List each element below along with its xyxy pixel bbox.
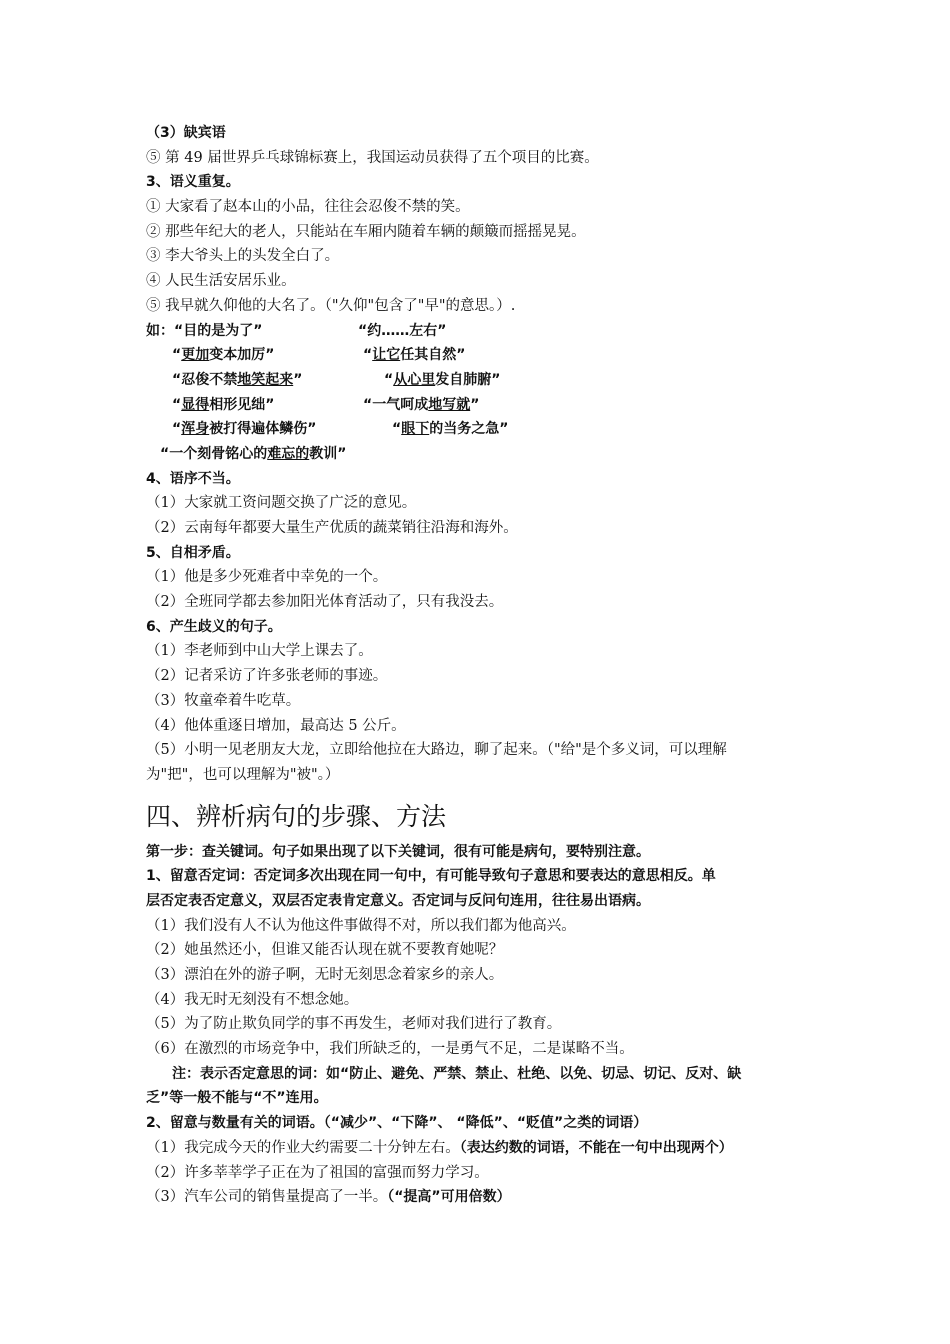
example-phrase: “让它任其自然” <box>363 347 466 364</box>
list-item: （2）许多莘莘学子正在为了祖国的富强而努力学习。 <box>146 1164 489 1181</box>
list-item: （1）我完成今天的作业大约需要二十分钟左右。（表达约数的词语，不能在一句中出现两个） <box>146 1139 733 1156</box>
part-title: 四、辨析病句的步骤、方法 <box>146 801 447 831</box>
example-row <box>146 442 850 467</box>
list-item: ② 那些年纪大的老人，只能站在车厢内随着车辆的颠簸而摇摇晃晃。 <box>146 223 586 240</box>
example-phrase: “浑身被打得遍体鳞伤” <box>172 421 317 438</box>
example-phrase: “从心里发自肺腑” <box>384 371 501 388</box>
list-item: ① 大家看了赵本山的小品，往往会忍俊不禁的笑。 <box>146 199 470 216</box>
list-item-continuation: 为"把"，也可以理解为"被"。） <box>146 766 340 783</box>
note-line: 注：表示否定意思的词：如“防止、避免、严禁、禁止、杜绝、以免、切忌、切记、反对、缺 <box>172 1065 742 1082</box>
annotation: （“提高”可用倍数） <box>387 1189 511 1206</box>
example-row <box>146 417 850 442</box>
list-item: ③ 李大爷头上的头发全白了。 <box>146 248 340 265</box>
list-item: （2）云南每年都要大量生产优质的蔬菜销往沿海和海外。 <box>146 520 518 536</box>
list-item: （1）他是多少死难者中幸免的一个。 <box>146 569 388 586</box>
list-item: （4）我无时无刻没有不想念她。 <box>146 991 359 1008</box>
list-item: （6）在激烈的市场竞争中，我们所缺乏的，一是勇气不足，二是谋略不当。 <box>146 1041 634 1058</box>
section-heading-self-contradiction: 5、自相矛盾。 <box>146 544 240 561</box>
list-item: （1）我们没有人不认为他这件事做得不对，所以我们都为他高兴。 <box>146 917 576 934</box>
list-item: ④ 人民生活安居乐业。 <box>146 273 296 290</box>
example-phrase: “眼下的当务之急” <box>392 421 509 438</box>
list-item: ⑤ 我早就久仰他的大名了。（"久仰"包含了"早"的意思。）. <box>146 297 516 314</box>
list-item: （3）漂泊在外的游子啊，无时无刻思念着家乡的亲人。 <box>146 967 504 983</box>
list-item: （5）为了防止欺负同学的事不再发生，老师对我们进行了教育。 <box>146 1016 562 1033</box>
list-item: （1）李老师到中山大学上课去了。 <box>146 643 373 660</box>
subsection-heading-quantity: 2、留意与数量有关的词语。（“减少”、“下降”、 “降低”、“贬值”之类的词语） <box>146 1115 648 1132</box>
annotation: （表达约数的词语，不能在一句中出现两个） <box>459 1139 733 1156</box>
subsection-heading-negation: 1、留意否定词：否定词多次出现在同一句中，有可能导致句子意思和要表达的意思相反。单 <box>146 868 716 885</box>
list-item: （3）牧童牵着牛吃草。 <box>146 692 301 709</box>
list-item: （4）他体重逐日增加，最高达 5 公斤。 <box>146 717 406 734</box>
example-phrase: “一个刻骨铭心的难忘的教训” <box>160 445 347 462</box>
list-item: （5）小明一见老朋友大龙，立即给他拉在大路边，聊了起来。（"给"是个多义词，可以理解 <box>146 742 727 759</box>
section-heading-word-order: 4、语序不当。 <box>146 470 240 487</box>
list-item: （1）大家就工资问题交换了广泛的意见。 <box>146 495 417 512</box>
example-phrase: “显得相形见绌” <box>172 396 275 413</box>
step-heading: 第一步：查关键词。句子如果出现了以下关键词，很有可能是病句，要特别注意。 <box>146 843 650 860</box>
section-heading-missing-object: （3）缺宾语 <box>146 125 226 141</box>
example-row <box>146 343 850 368</box>
example-line: ⑤ 第 49 届世界乒乓球锦标赛上，我国运动员获得了五个项目的比赛。 <box>146 149 599 166</box>
list-item: （3）汽车公司的销售量提高了一半。（“提高”可用倍数） <box>146 1189 511 1206</box>
list-item: （2）她虽然还小，但谁又能否认现在就不要教育她呢？ <box>146 942 504 959</box>
list-item: （2）记者采访了许多张老师的事迹。 <box>146 668 388 685</box>
example-row <box>146 319 850 344</box>
note-line-cont: 乏”等一般不能与“不”连用。 <box>146 1090 328 1107</box>
section-heading-ambiguity: 6、产生歧义的句子。 <box>146 618 282 635</box>
example-phrase: “忍俊不禁地笑起来” <box>172 371 303 388</box>
list-item: （2）全班同学都去参加阳光体育活动了，只有我没去。 <box>146 594 504 611</box>
example-phrase: “更加变本加厉” <box>172 347 275 364</box>
example-phrase: 如：“目的是为了” <box>146 322 263 339</box>
section-heading-semantic-repetition: 3、语义重复。 <box>146 174 240 191</box>
example-phrase: “约……左右” <box>358 322 447 339</box>
subsection-heading-negation-cont: 层否定表否定意义，双层否定表肯定意义。否定词与反问句连用，往往易出语病。 <box>146 892 650 909</box>
example-row <box>146 368 850 393</box>
example-phrase: “一气呵成地写就” <box>363 396 480 413</box>
example-row <box>146 393 850 418</box>
